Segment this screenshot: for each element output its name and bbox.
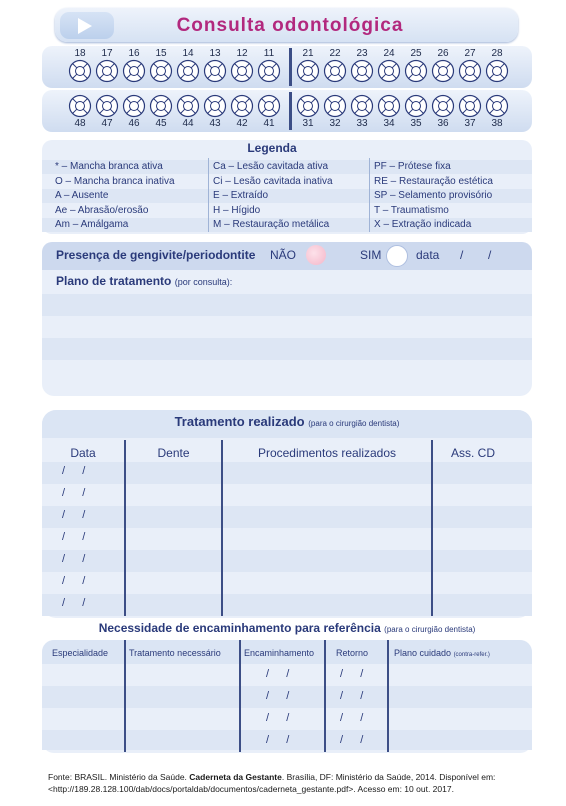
plano-title — [56, 274, 232, 288]
play-arrow-icon — [60, 12, 114, 39]
tooth-number: 32 — [329, 118, 341, 129]
column-divider — [124, 640, 126, 752]
teeth-divider — [289, 92, 292, 130]
date-placeholder[interactable]: / / — [340, 734, 365, 746]
tooth-diagram-icon[interactable] — [350, 59, 374, 83]
legend-col-2 — [213, 160, 333, 233]
column-header-plano-cuidado — [394, 648, 490, 658]
tooth-number: 13 — [209, 48, 221, 59]
date-placeholder[interactable]: / / — [62, 531, 87, 543]
fonte-prefix: Fonte: BRASIL. Ministério da Saúde. — [48, 772, 190, 782]
date-placeholder[interactable]: / / — [340, 712, 365, 724]
legend-divider — [208, 158, 209, 232]
sim-checkbox[interactable] — [386, 245, 408, 267]
plano-line[interactable] — [42, 294, 532, 316]
tooth-diagram-icon[interactable] — [458, 94, 482, 118]
date-placeholder[interactable]: / / — [62, 509, 87, 521]
tooth-diagram-icon[interactable] — [203, 94, 227, 118]
tooth-diagram-icon[interactable] — [122, 94, 146, 118]
source-citation — [48, 771, 528, 795]
legend-item: T – Traumatismo — [374, 204, 449, 216]
tooth-diagram-icon[interactable] — [176, 59, 200, 83]
encaminhamento-title — [42, 621, 532, 635]
tooth-number: 43 — [209, 118, 221, 129]
column-divider — [239, 640, 241, 752]
column-divider — [221, 440, 223, 616]
tooth-diagram-icon[interactable] — [257, 94, 281, 118]
fonte-bold: Caderneta da Gestante — [189, 772, 282, 782]
legend-item: Ae – Abrasão/erosão — [55, 204, 149, 216]
legend-item: Ca – Lesão cavitada ativa — [213, 161, 329, 172]
tooth-diagram-icon[interactable] — [68, 59, 92, 83]
legend-item: Ci – Lesão cavitada inativa — [213, 175, 333, 187]
column-divider — [124, 440, 126, 616]
sim-label: SIM — [360, 248, 382, 262]
tooth-number: 37 — [464, 118, 476, 129]
tooth-number: 33 — [356, 118, 368, 129]
table-row — [42, 462, 532, 484]
tooth-number: 38 — [491, 118, 503, 129]
data-label: data — [416, 248, 440, 262]
column-header-retorno: Retorno — [336, 648, 369, 658]
tooth-diagram-icon[interactable] — [485, 94, 509, 118]
tooth-number: 16 — [128, 48, 140, 59]
legend-item: X – Extração indicada — [374, 219, 472, 230]
column-header-tratamento: Tratamento necessário — [129, 648, 221, 658]
fonte-suffix: . Brasília, DF: Ministério da Saúde, 2014. Disponível em:<http://189.28.128.100/dab/docs/portaldab/documentos/caderneta_gestante.pdf>. Acesso em: 10 out. 2017. — [48, 772, 496, 794]
column-header-encaminhamento: Encaminhamento — [244, 648, 315, 658]
column-divider — [387, 640, 389, 752]
tooth-diagram-icon[interactable] — [122, 59, 146, 83]
legend-item: RE – Restauração estética — [374, 175, 493, 187]
tooth-diagram-icon[interactable] — [257, 59, 281, 83]
tooth-number: 46 — [128, 118, 140, 129]
gengivite-label: Presença de gengivite/periodontite — [56, 248, 256, 262]
tratamento-title-text: Tratamento realizado — [174, 414, 305, 429]
encaminhamento-title-text: Necessidade de encaminhamento para referência — [98, 621, 381, 635]
tooth-diagram-icon[interactable] — [458, 59, 482, 83]
column-divider — [324, 640, 326, 752]
date-slash: / — [460, 248, 464, 262]
tooth-number: 24 — [383, 48, 395, 59]
legend-item: A – Ausente — [55, 190, 109, 201]
tooth-number: 41 — [263, 118, 275, 129]
tooth-diagram-icon[interactable] — [323, 94, 347, 118]
page-title: Consulta odontológica — [176, 15, 404, 36]
tooth-number: 18 — [74, 48, 86, 59]
tooth-number: 27 — [464, 48, 476, 59]
legend-item: SP – Selamento provisório — [374, 190, 493, 201]
nao-checkbox[interactable] — [306, 245, 326, 265]
legend-title: Legenda — [247, 141, 297, 155]
tooth-diagram-icon[interactable] — [149, 59, 173, 83]
legend-item: Am – Amálgama — [55, 219, 129, 230]
tooth-number: 36 — [437, 118, 449, 129]
legend-item: PF – Prótese fixa — [374, 161, 451, 172]
tooth-number: 21 — [302, 48, 314, 59]
tooth-diagram-icon[interactable] — [203, 59, 227, 83]
tooth-diagram-icon[interactable] — [230, 94, 254, 118]
encaminhamento-subtitle: (para o cirurgião dentista) — [384, 625, 476, 634]
tooth-number: 45 — [155, 118, 167, 129]
tooth-diagram-icon[interactable] — [431, 59, 455, 83]
tooth-diagram-icon[interactable] — [485, 59, 509, 83]
tratamento-title — [42, 414, 532, 429]
plano-title-text: Plano de tratamento — [56, 274, 172, 288]
tooth-diagram-icon[interactable] — [296, 59, 320, 83]
tooth-number: 17 — [101, 48, 113, 59]
date-placeholder[interactable]: / / — [340, 668, 365, 680]
date-placeholder[interactable]: / / — [62, 487, 87, 499]
legend-col-1 — [55, 160, 175, 233]
tooth-number: 26 — [437, 48, 449, 59]
date-placeholder[interactable]: / / — [62, 597, 87, 609]
date-placeholder[interactable]: / / — [62, 553, 87, 565]
table-row — [42, 550, 532, 572]
legend-col-3 — [374, 160, 493, 233]
tooth-number: 28 — [491, 48, 503, 59]
tooth-number: 34 — [383, 118, 395, 129]
tooth-number: 12 — [236, 48, 248, 59]
tooth-diagram-icon[interactable] — [377, 94, 401, 118]
date-placeholder[interactable]: / / — [62, 575, 87, 587]
tooth-diagram-icon[interactable] — [377, 59, 401, 83]
column-header-dente: Dente — [157, 446, 190, 460]
tooth-number: 31 — [302, 118, 314, 129]
tooth-diagram-icon[interactable] — [95, 59, 119, 83]
tooth-number: 35 — [410, 118, 422, 129]
legend-item: H – Hígido — [213, 204, 261, 216]
teeth-divider — [289, 48, 292, 86]
date-placeholder[interactable]: / / — [62, 465, 87, 477]
tooth-diagram-icon[interactable] — [230, 59, 254, 83]
plano-cuidado-note: (contra-refer.) — [453, 652, 490, 658]
legend-item: O – Mancha branca inativa — [55, 175, 175, 187]
plano-cuidado-text: Plano cuidado — [394, 648, 452, 658]
date-placeholder[interactable]: / / — [266, 712, 291, 724]
tooth-number: 47 — [101, 118, 113, 129]
tooth-number: 48 — [74, 118, 86, 129]
tooth-number: 15 — [155, 48, 167, 59]
legend-item: * – Mancha branca ativa — [55, 161, 163, 172]
tooth-number: 23 — [356, 48, 368, 59]
date-slash: / — [488, 248, 492, 262]
date-placeholder[interactable]: / / — [266, 734, 291, 746]
tooth-number: 11 — [263, 48, 275, 59]
legend-divider — [369, 158, 370, 232]
tooth-number: 14 — [182, 48, 194, 59]
tooth-diagram-icon[interactable] — [68, 94, 92, 118]
tooth-diagram-icon[interactable] — [296, 94, 320, 118]
table-row — [42, 594, 532, 616]
column-header-procedimentos: Procedimentos realizados — [257, 446, 397, 460]
date-placeholder[interactable]: / / — [266, 668, 291, 680]
column-header-ass-cd: Ass. CD — [450, 446, 495, 460]
table-row — [42, 506, 532, 528]
tooth-diagram-icon[interactable] — [404, 59, 428, 83]
column-header-especialidade: Especialidade — [52, 648, 109, 658]
tooth-diagram-icon[interactable] — [176, 94, 200, 118]
legend-item: M – Restauração metálica — [213, 219, 330, 230]
column-divider — [431, 440, 433, 616]
tooth-number: 25 — [410, 48, 422, 59]
legend-item: E – Extraído — [213, 190, 269, 201]
date-placeholder[interactable]: / / — [266, 690, 291, 702]
tooth-diagram-icon[interactable] — [95, 94, 119, 118]
plano-box[interactable] — [42, 270, 532, 396]
date-placeholder[interactable]: / / — [340, 690, 365, 702]
tooth-number: 42 — [236, 118, 248, 129]
tooth-diagram-icon[interactable] — [149, 94, 173, 118]
tooth-number: 44 — [182, 118, 194, 129]
tratamento-subtitle: (para o cirurgião dentista) — [308, 419, 400, 428]
tooth-diagram-icon[interactable] — [350, 94, 374, 118]
tooth-diagram-icon[interactable] — [323, 59, 347, 83]
tooth-diagram-icon[interactable] — [404, 94, 428, 118]
plano-line[interactable] — [42, 338, 532, 360]
plano-subtitle: (por consulta): — [174, 277, 233, 287]
nao-label: NÃO — [270, 248, 297, 262]
tooth-number: 22 — [329, 48, 341, 59]
tooth-diagram-icon[interactable] — [431, 94, 455, 118]
column-header-data: Data — [70, 446, 96, 460]
